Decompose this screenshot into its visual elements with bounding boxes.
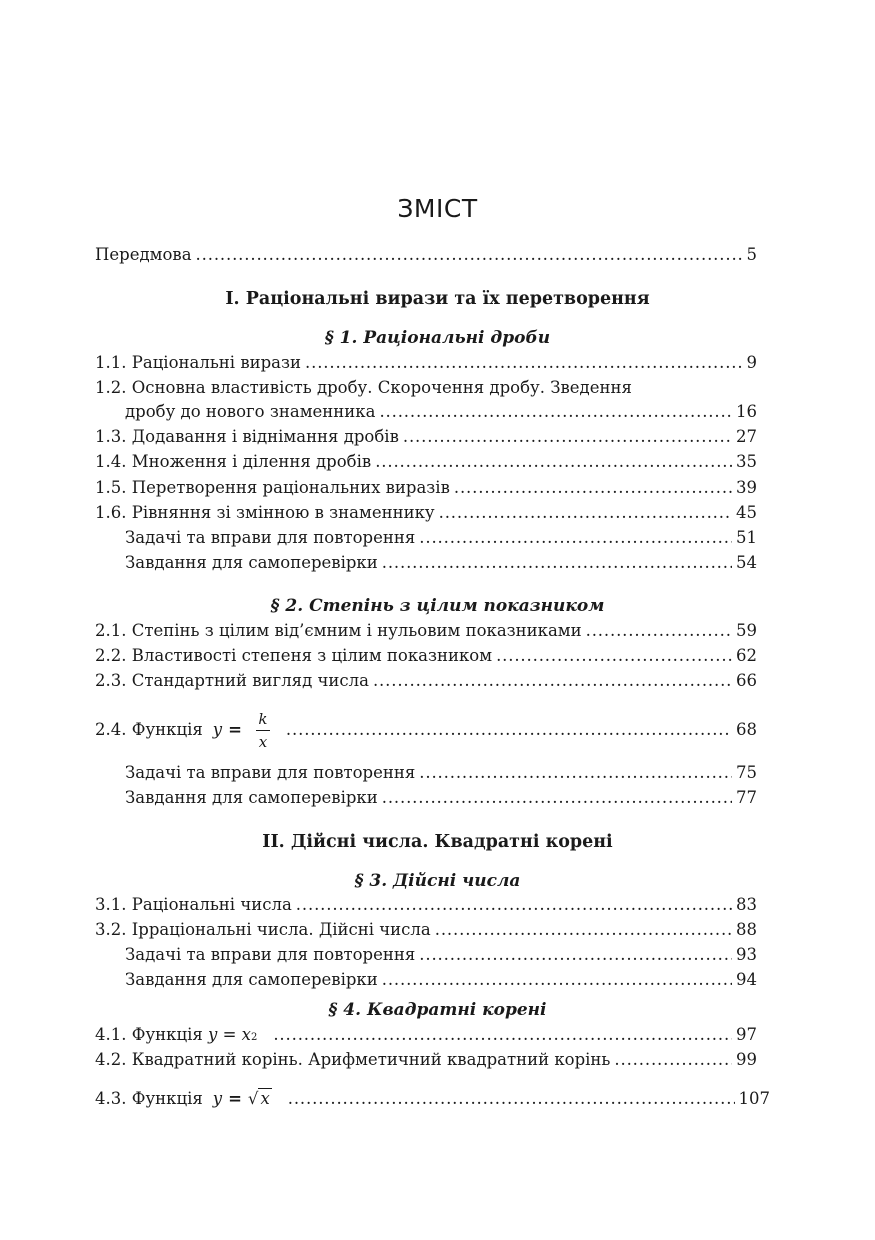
entry-text: Функція [131, 1025, 203, 1044]
entry-page: 9 [746, 353, 757, 372]
leader-dots [496, 644, 732, 668]
entry-page: 5 [746, 245, 757, 264]
entry-text: Основна властивість дробу. Скорочення дробу. Зведення [131, 378, 632, 397]
entry-page: 107 [738, 1089, 770, 1108]
entry-number: 4.3. [95, 1089, 127, 1108]
leader-dots [382, 968, 732, 992]
leader-dots [273, 1023, 732, 1047]
entry-page: 83 [736, 895, 757, 914]
entry-text: Завдання для самоперевірки [125, 553, 378, 572]
section-heading-2: § 2. Степінь з цілим показником [270, 596, 605, 616]
toc-entry-1-2-line1[interactable] [95, 376, 757, 400]
leader-dots [288, 1087, 735, 1111]
part-heading-2: II. Дійсні числа. Квадратні корені [262, 832, 613, 852]
leader-dots [419, 761, 732, 785]
entry-text: Раціональні вирази [131, 353, 302, 372]
page-title: ЗМІСТ [397, 194, 478, 223]
leader-dots [614, 1048, 732, 1072]
leader-dots [196, 243, 743, 267]
entry-page: 77 [736, 788, 757, 807]
leader-dots [454, 476, 732, 500]
toc-entry-selfcheck-1[interactable] [95, 551, 757, 575]
entry-text: Задачі та вправи для повторення [125, 945, 416, 964]
entry-page: 27 [736, 427, 757, 446]
entry-number: 4.1. [95, 1025, 127, 1044]
entry-text: Властивості степеня з цілим показником [131, 646, 493, 665]
toc-entry-1-1[interactable] [95, 351, 757, 375]
entry-text: Множення і ділення дробів [131, 452, 372, 471]
entry-text: Задачі та вправи для повторення [125, 763, 416, 782]
entry-page: 75 [736, 763, 757, 782]
formula-variable: y [212, 1089, 223, 1108]
formula-equals: = [228, 720, 242, 739]
entry-page: 39 [736, 478, 757, 497]
entry-page: 99 [736, 1050, 757, 1069]
entry-text: Ірраціональні числа. Дійсні числа [131, 920, 431, 939]
entry-text: Квадратний корінь. Арифметичний квадратний корінь [131, 1050, 611, 1069]
entry-text: Додавання і віднімання дробів [131, 427, 399, 446]
entry-number: 1.5. [95, 478, 127, 497]
leader-dots [382, 786, 732, 810]
leader-dots [439, 501, 732, 525]
formula-variable: y [212, 720, 223, 739]
entry-page: 54 [736, 553, 757, 572]
toc-entry-3-2[interactable] [95, 918, 757, 942]
section-heading-3: § 3. Дійсні числа [354, 871, 521, 891]
leader-dots [286, 718, 732, 742]
toc-entry-4-1[interactable]: 4.1. Функція y = x 2 . . . 97 [95, 1023, 757, 1047]
entry-number: 1.2. [95, 378, 127, 397]
entry-number: 1.3. [95, 427, 127, 446]
entry-page: 59 [736, 621, 757, 640]
entry-text: Раціональні числа [131, 895, 292, 914]
entry-text: Завдання для самоперевірки [125, 788, 378, 807]
entry-text: Функція [131, 1089, 203, 1108]
part-heading-1: I. Раціональні вирази та їх перетворення [225, 289, 650, 309]
leader-dots [296, 893, 732, 917]
entry-text: Рівняння зі змінною в знаменнику [131, 503, 435, 522]
toc-entry-4-3[interactable] [95, 1087, 770, 1111]
square-root [248, 1087, 272, 1111]
leader-dots [305, 351, 742, 375]
entry-number: 1.4. [95, 452, 127, 471]
toc-entry-selfcheck-3[interactable] [95, 968, 757, 992]
entry-number: 2.3. [95, 671, 127, 690]
toc-entry-review-2[interactable] [95, 761, 757, 785]
toc-entry-1-3[interactable] [95, 425, 757, 449]
entry-page: 35 [736, 452, 757, 471]
leader-dots [373, 669, 732, 693]
entry-text: Перетворення раціональних виразів [131, 478, 450, 497]
toc-entry-1-2-line2[interactable] [95, 400, 757, 424]
entry-page: 45 [736, 503, 757, 522]
toc-entry-review-3[interactable] [95, 943, 757, 967]
entry-text-continued: дробу до нового знаменника [125, 402, 376, 421]
toc-entry-preface[interactable] [95, 243, 757, 267]
leader-dots [379, 400, 732, 424]
entry-page: 62 [736, 646, 757, 665]
toc-entry-1-6[interactable] [95, 501, 757, 525]
fraction-denominator: x [258, 732, 268, 751]
entry-page: 93 [736, 945, 757, 964]
entry-page: 66 [736, 671, 757, 690]
toc-entry-selfcheck-2[interactable] [95, 786, 757, 810]
entry-number: 4.2. [95, 1050, 127, 1069]
toc-entry-2-2[interactable] [95, 644, 757, 668]
formula: y = x [208, 1025, 251, 1044]
toc-entry-2-4[interactable] [95, 703, 757, 757]
toc-entry-1-4[interactable] [95, 450, 757, 474]
entry-number: 3.1. [95, 895, 127, 914]
entry-text: Завдання для самоперевірки [125, 970, 378, 989]
fraction [256, 710, 270, 751]
entry-text: Задачі та вправи для повторення [125, 528, 416, 547]
leader-dots [382, 551, 732, 575]
entry-number: 1.1. [95, 353, 127, 372]
entry-page: 51 [736, 528, 757, 547]
toc-entry-3-1[interactable] [95, 893, 757, 917]
toc-entry-2-1[interactable] [95, 619, 757, 643]
entry-number: 1.6. [95, 503, 127, 522]
entry-text: Стандартний вигляд числа [131, 671, 369, 690]
toc-entry-1-5[interactable] [95, 476, 757, 500]
entry-number: 2.1. [95, 621, 127, 640]
entry-page: 88 [736, 920, 757, 939]
section-heading-1: § 1. Раціональні дроби [324, 328, 551, 348]
leader-dots [419, 526, 732, 550]
entry-page: 94 [736, 970, 757, 989]
entry-number: 2.2. [95, 646, 127, 665]
entry-text: Степінь з цілим від’ємним і нульовим показниками [131, 621, 582, 640]
entry-page: 97 [736, 1025, 757, 1044]
formula-equals: = [228, 1089, 242, 1108]
entry-number: 3.2. [95, 920, 127, 939]
entry-page: 68 [736, 720, 757, 739]
toc-entry-review-1[interactable] [95, 526, 757, 550]
leader-dots [586, 619, 732, 643]
leader-dots [435, 918, 732, 942]
entry-text: Передмова [95, 245, 192, 264]
fraction-numerator: k [258, 709, 268, 728]
entry-number: 2.4. [95, 720, 127, 739]
entry-page: 16 [736, 402, 757, 421]
leader-dots [419, 943, 732, 967]
section-heading-4: § 4. Квадратні корені [328, 1000, 547, 1020]
leader-dots [403, 425, 732, 449]
radicand: x [260, 1089, 270, 1108]
entry-text: Функція [131, 720, 203, 739]
toc-entry-4-2[interactable] [95, 1048, 757, 1072]
radical-sign: √ [247, 1089, 259, 1108]
toc-entry-2-3[interactable] [95, 669, 757, 693]
leader-dots [375, 450, 732, 474]
fraction-line [256, 730, 270, 731]
